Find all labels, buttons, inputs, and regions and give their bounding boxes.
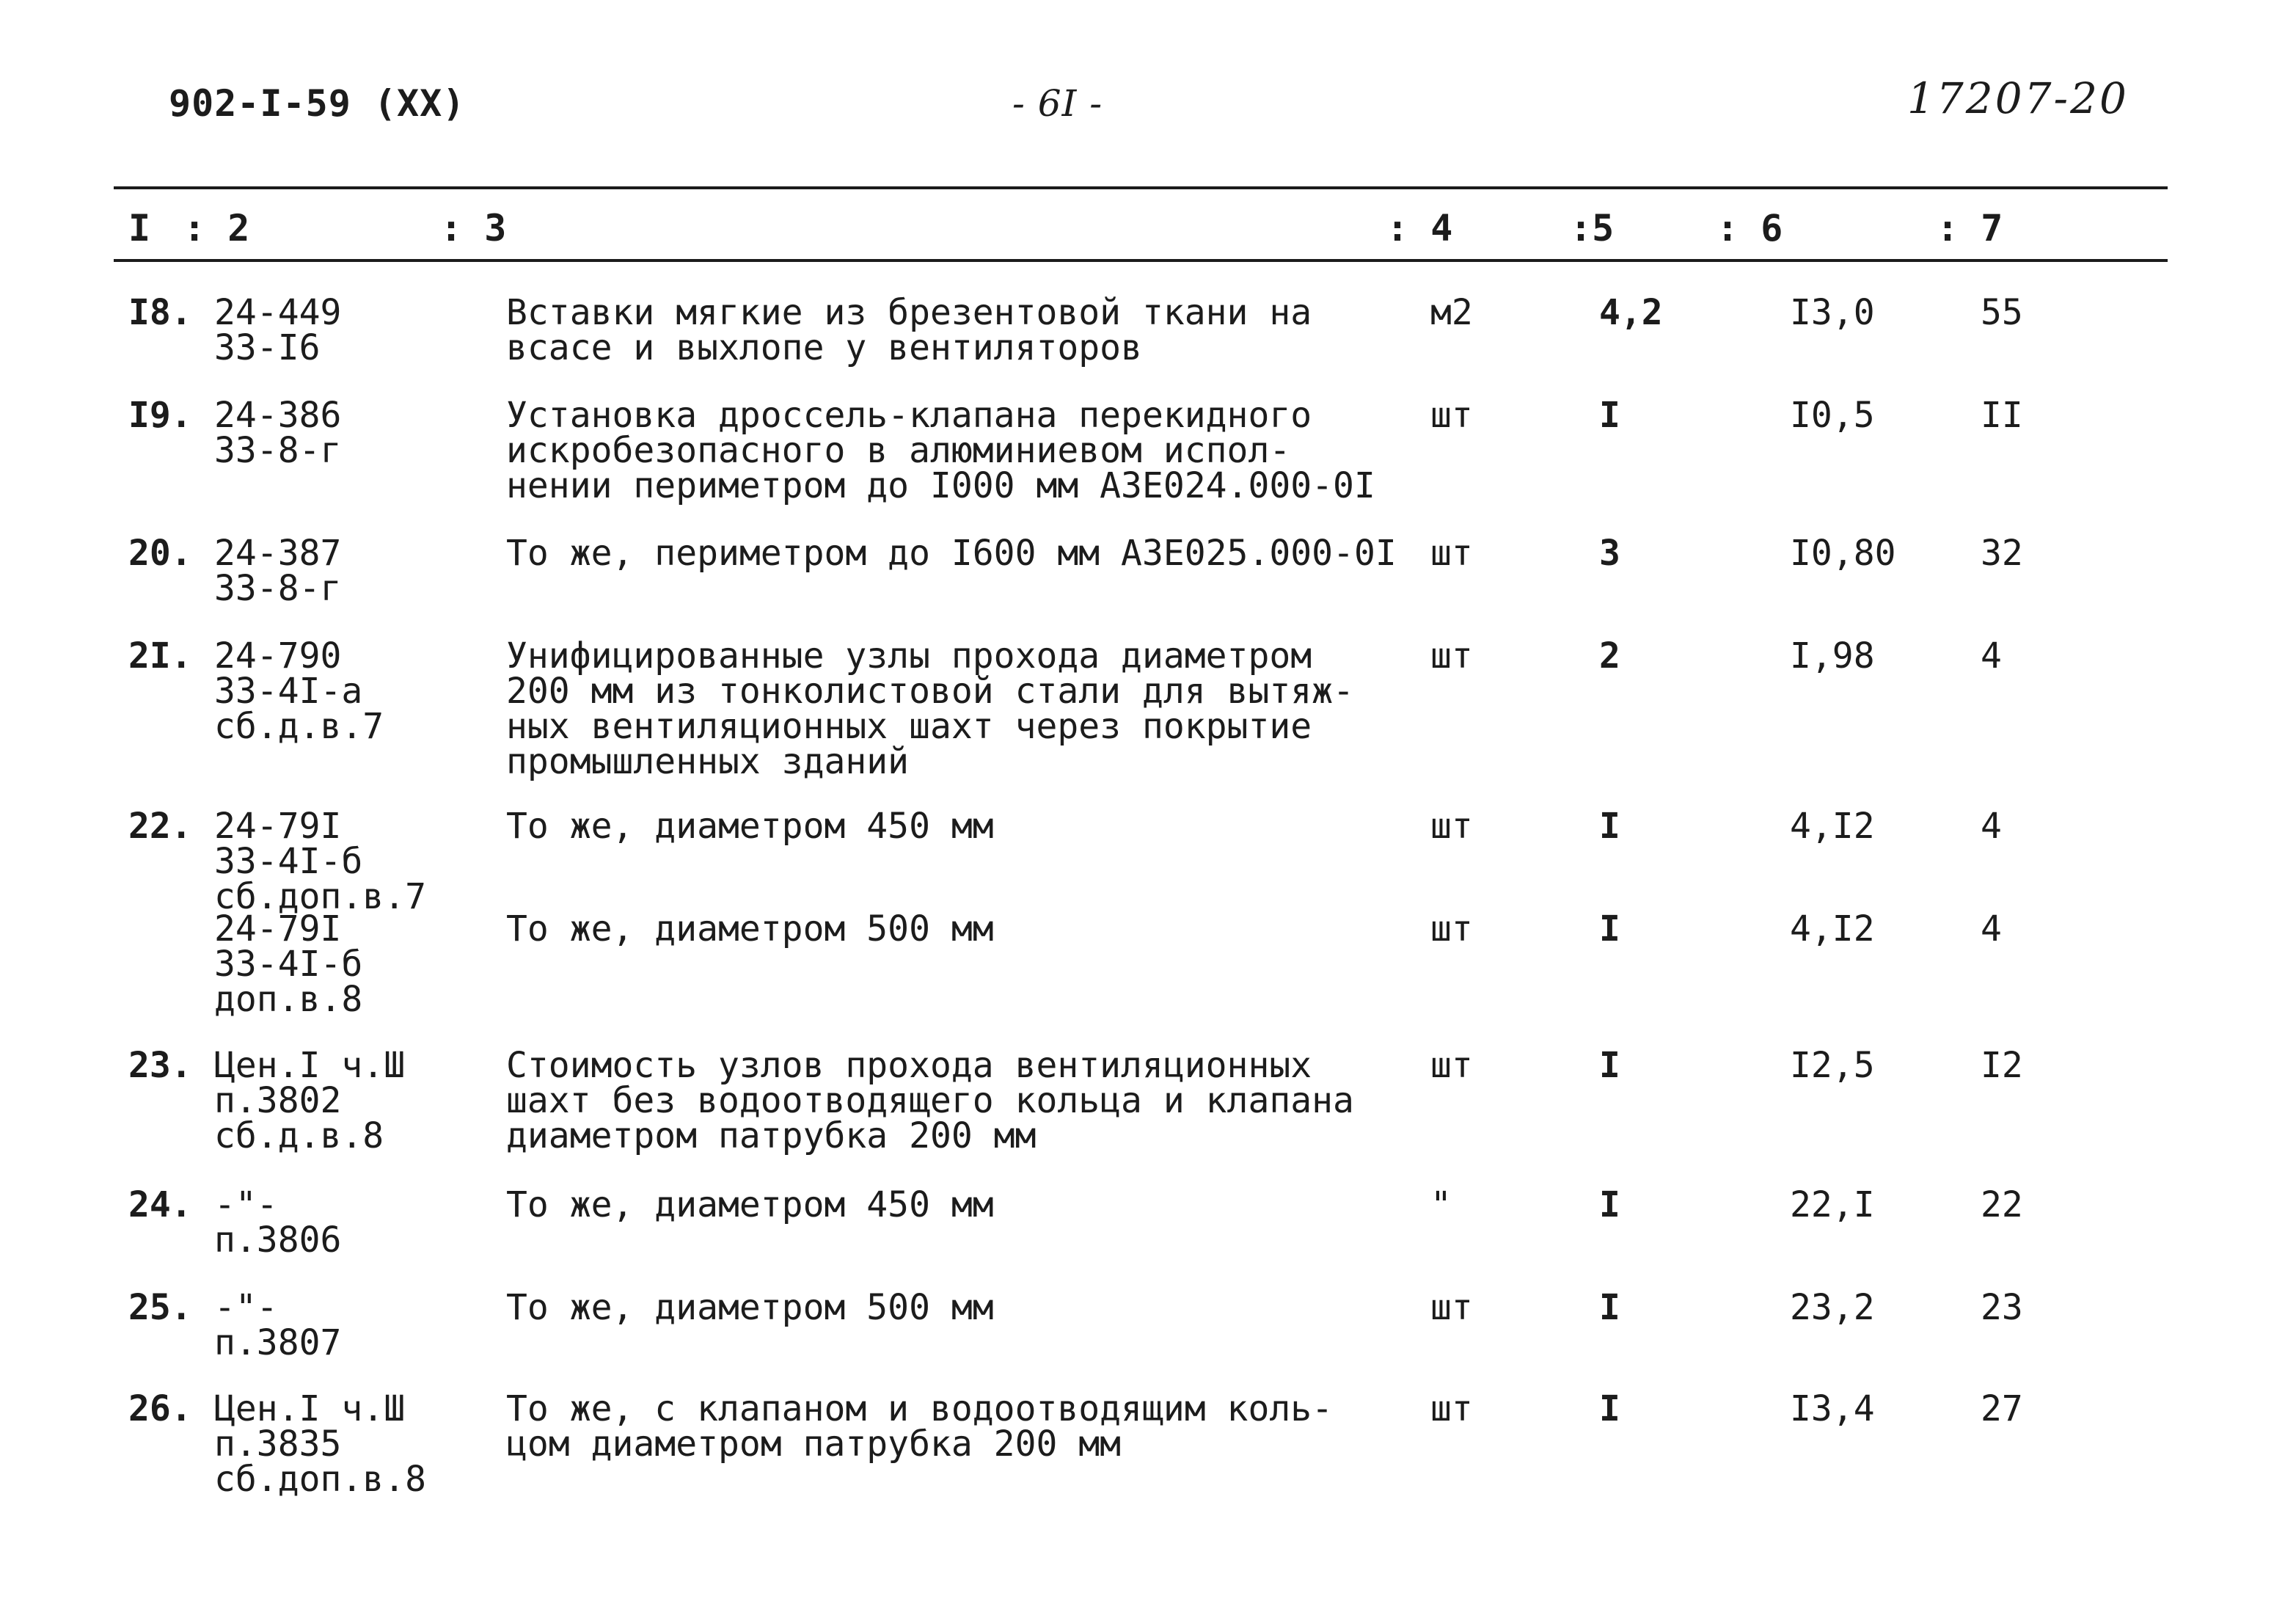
row-quantity: I	[1599, 1184, 1620, 1225]
row-quantity: I	[1599, 908, 1620, 949]
row-unit: м2	[1430, 292, 1473, 333]
row-code: 24-79I 33-4I-б сб.доп.в.7	[214, 806, 426, 917]
row-name: То же, диаметром 450 мм	[506, 1184, 994, 1225]
row-name: Стоимость узлов прохода вентиляционных шахт без водоотводящего кольца и клапана диаметром патрубка 200 мм	[506, 1045, 1354, 1156]
row-total: 32	[1981, 533, 2023, 574]
table-top-rule	[114, 186, 2168, 189]
row-total: I2	[1981, 1045, 2023, 1086]
row-total: 4	[1981, 635, 2002, 677]
row-name: Установка дроссель-клапана перекидного искробезопасного в алюминиевом испол- нении периметром до I000 мм АЗЕ024.000-0I	[506, 395, 1375, 506]
row-number: 25.	[128, 1287, 192, 1328]
row-price: I0,5	[1790, 395, 1875, 436]
row-price: I0,80	[1790, 533, 1896, 574]
row-quantity: 2	[1599, 635, 1620, 677]
row-number: I8.	[128, 292, 192, 333]
row-quantity: I	[1599, 1388, 1620, 1429]
row-code: 24-79I 33-4I-б доп.в.8	[214, 908, 363, 1020]
page-number: - 6I -	[1012, 82, 1103, 125]
row-total: 27	[1981, 1388, 2023, 1429]
row-unit: шт	[1430, 395, 1473, 436]
row-price: 4,I2	[1790, 806, 1875, 847]
row-number: I9.	[128, 395, 192, 436]
row-code: 24-449 33-I6	[214, 292, 342, 368]
row-unit: шт	[1430, 806, 1473, 847]
row-code: 24-790 33-4I-а сб.д.в.7	[214, 635, 384, 747]
row-unit: шт	[1430, 1045, 1473, 1086]
row-unit: "	[1430, 1184, 1452, 1225]
row-price: 22,I	[1790, 1184, 1875, 1225]
row-unit: шт	[1430, 533, 1473, 574]
row-price: I3,4	[1790, 1388, 1875, 1429]
row-total: II	[1981, 395, 2023, 436]
row-code: -"- п.3807	[214, 1287, 342, 1363]
row-total: 55	[1981, 292, 2023, 333]
row-quantity: I	[1599, 806, 1620, 847]
row-unit: шт	[1430, 908, 1473, 949]
row-total: 4	[1981, 908, 2002, 949]
row-quantity: I	[1599, 1045, 1620, 1086]
column-header-3: : 3	[440, 207, 507, 249]
row-unit: шт	[1430, 635, 1473, 677]
row-name: То же, диаметром 500 мм	[506, 1287, 994, 1328]
row-price: I3,0	[1790, 292, 1875, 333]
row-number: 23.	[128, 1045, 192, 1086]
row-code: Цен.I ч.Ш п.3802 сб.д.в.8	[214, 1045, 406, 1156]
row-price: I2,5	[1790, 1045, 1875, 1086]
row-quantity: I	[1599, 395, 1620, 436]
row-code: Цен.I ч.Ш п.3835 сб.доп.в.8	[214, 1388, 426, 1500]
row-name: То же, периметром до I600 мм АЗЕ025.000-0I	[506, 533, 1397, 574]
row-total: 4	[1981, 806, 2002, 847]
row-code: -"- п.3806	[214, 1184, 342, 1261]
column-header-4: : 4	[1386, 207, 1453, 249]
document-code: 902-I-59 (XX)	[169, 82, 466, 125]
row-number: 22.	[128, 806, 192, 847]
row-name: То же, с клапаном и водоотводящим коль- цом диаметром патрубка 200 мм	[506, 1388, 1334, 1465]
row-quantity: I	[1599, 1287, 1620, 1328]
row-name: Унифицированные узлы прохода диаметром 200 мм из тонколистовой стали для вытяж- ных вентиляционных шахт через покрытие промышленных зданий	[506, 635, 1354, 782]
table-header-rule	[114, 259, 2168, 262]
row-number: 20.	[128, 533, 192, 574]
row-name: Вставки мягкие из брезентовой ткани на всасе и выхлопе у вентиляторов	[506, 292, 1312, 368]
column-header-1: I	[128, 207, 151, 249]
row-number: 26.	[128, 1388, 192, 1429]
column-header-5: :5	[1570, 207, 1615, 249]
row-name: То же, диаметром 500 мм	[506, 908, 994, 949]
row-code: 24-387 33-8-г	[214, 533, 342, 609]
row-name: То же, диаметром 450 мм	[506, 806, 994, 847]
column-header-6: : 6	[1716, 207, 1783, 249]
row-code: 24-386 33-8-г	[214, 395, 342, 471]
row-unit: шт	[1430, 1287, 1473, 1328]
row-price: 23,2	[1790, 1287, 1875, 1328]
row-price: I,98	[1790, 635, 1875, 677]
row-total: 22	[1981, 1184, 2023, 1225]
column-header-2: : 2	[183, 207, 250, 249]
row-total: 23	[1981, 1287, 2023, 1328]
row-number: 24.	[128, 1184, 192, 1225]
row-number: 2I.	[128, 635, 192, 677]
sheet-reference: 17207-20	[1907, 73, 2129, 123]
row-unit: шт	[1430, 1388, 1473, 1429]
row-quantity: 3	[1599, 533, 1620, 574]
row-price: 4,I2	[1790, 908, 1875, 949]
row-quantity: 4,2	[1599, 292, 1663, 333]
column-header-7: : 7	[1937, 207, 2003, 249]
